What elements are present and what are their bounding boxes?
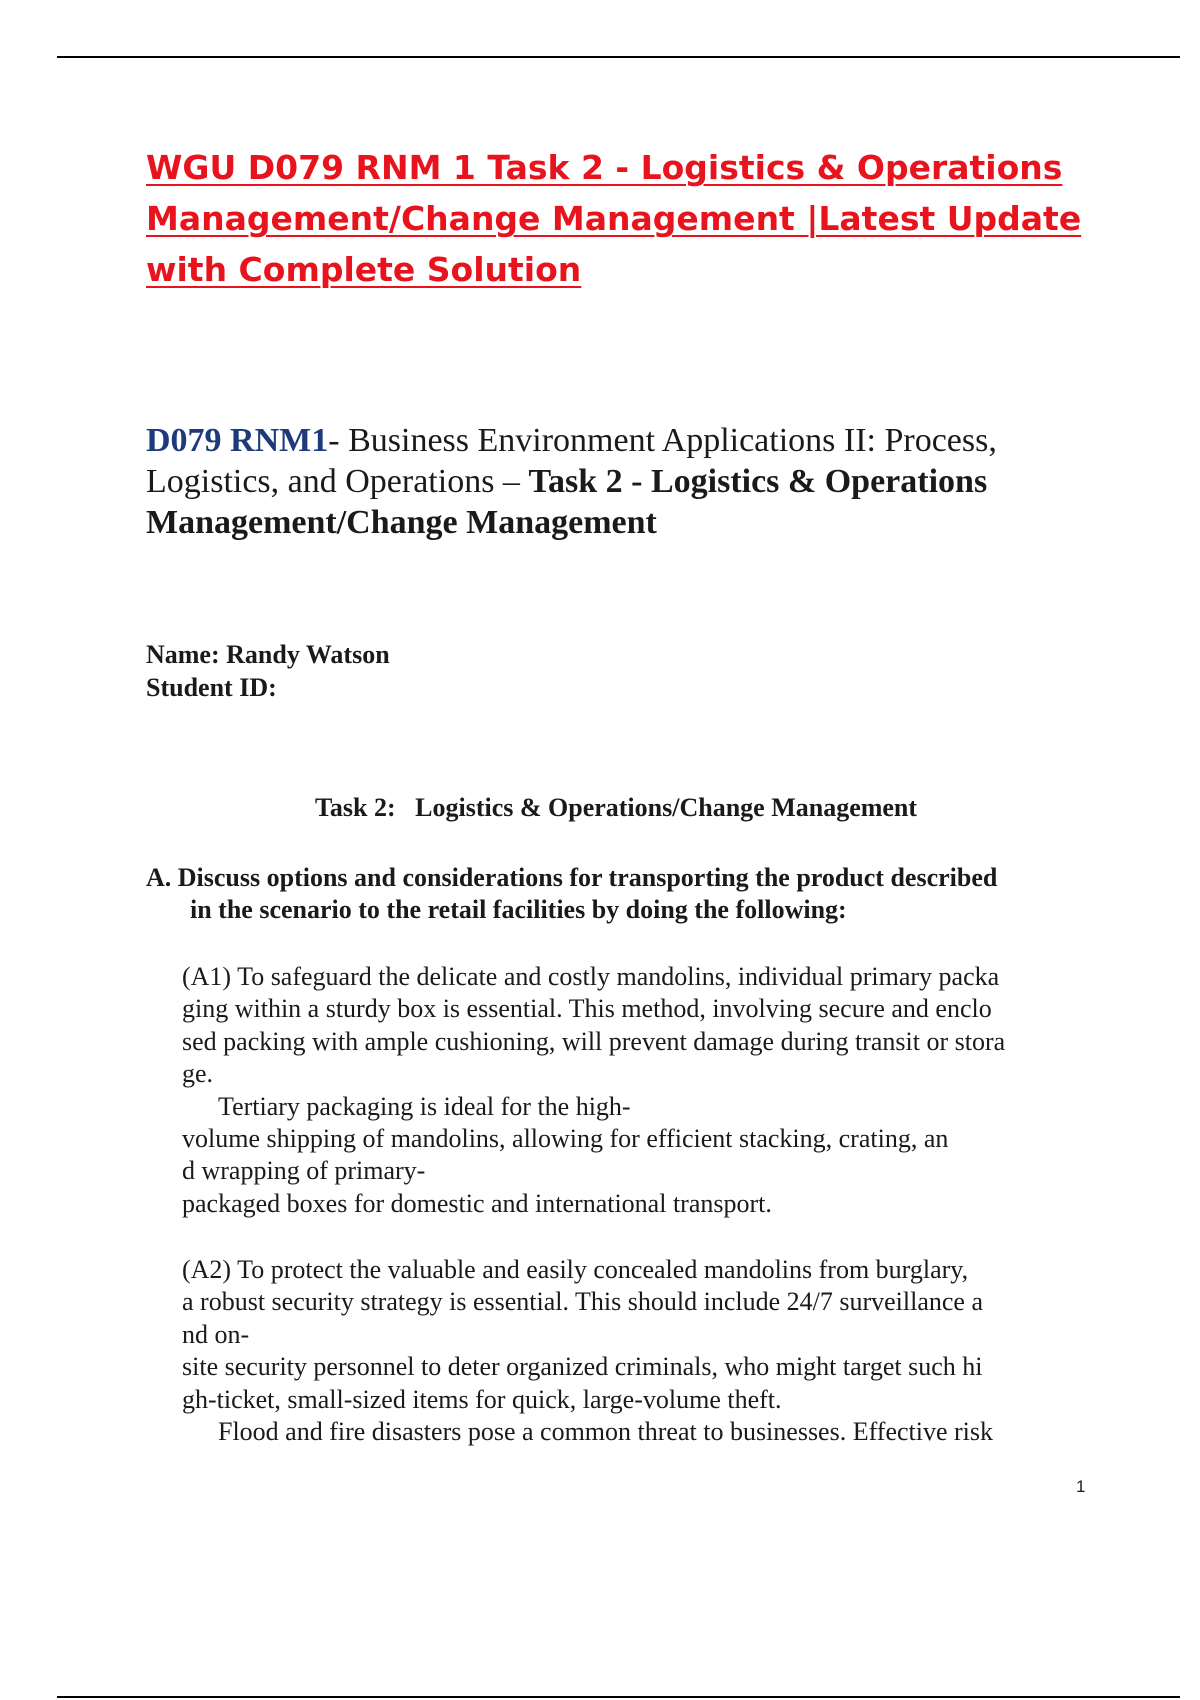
answer-line: To protect the valuable and easily concealed mandolins from burglary, [231,1255,969,1284]
answer-line: Flood and fire disasters pose a common threat to businesses. Effective risk [218,1417,994,1447]
student-id: Student ID: [146,673,277,702]
course-task: Task 2 - Logistics & Operations Management/Change Management [146,463,988,541]
answer-line: gh-ticket, small-sized items for quick, large-volume theft. [182,1384,782,1414]
page-number: 1 [1076,1477,1086,1496]
question-line: A. Discuss options and considerations for transporting the product described [146,863,998,892]
question-line: in the scenario to the retail facilities by doing the following: [190,895,847,924]
answer-line: ging within a sturdy box is essential. This method, involving secure and enclo [182,994,992,1024]
bottom-rule [57,1696,1180,1698]
title-line: WGU D079 RNM 1 Task 2 - Logistics & Operations [146,148,1063,187]
student-name: Name: Randy Watson [146,640,390,669]
title-line: with Complete Solution [146,250,582,289]
student-info [146,638,390,704]
answer-label: (A2) [182,1255,232,1284]
answer-line: a robust security strategy is essential. This should include 24/7 surveillance a [182,1287,984,1317]
answer-line: ge. [182,1059,214,1089]
answer-line: Tertiary packaging is ideal for the high- [218,1091,631,1121]
task-heading: Task 2: Logistics & Operations/Change Management [314,793,918,822]
course-code: D079 RNM1 [146,422,329,459]
document-title[interactable] [146,142,1086,295]
answer-line: packaged boxes for domestic and international transport. [182,1188,772,1218]
answer-line: site security personnel to deter organized criminals, who might target such hi [182,1352,983,1382]
title-line: Management/Change Management |Latest Update [146,199,1082,238]
answer-line: sed packing with ample cushioning, will prevent damage during transit or stora [182,1026,1006,1056]
question-a [146,862,1086,926]
answer-a2 [182,1254,1102,1448]
course-heading [146,420,1086,543]
course-description: - Business Environment Applications II: Process, Logistics, and Operations – [146,422,997,500]
answer-line: volume shipping of mandolins, allowing for efficient stacking, crating, an [182,1124,949,1154]
answer-line: d wrapping of primary- [182,1156,426,1186]
answer-line: To safeguard the delicate and costly mandolins, individual primary packa [231,962,1000,991]
answer-line: nd on- [182,1319,250,1349]
answer-label: (A1) [182,962,232,991]
top-rule [57,56,1180,58]
answer-a1 [182,961,1102,1220]
